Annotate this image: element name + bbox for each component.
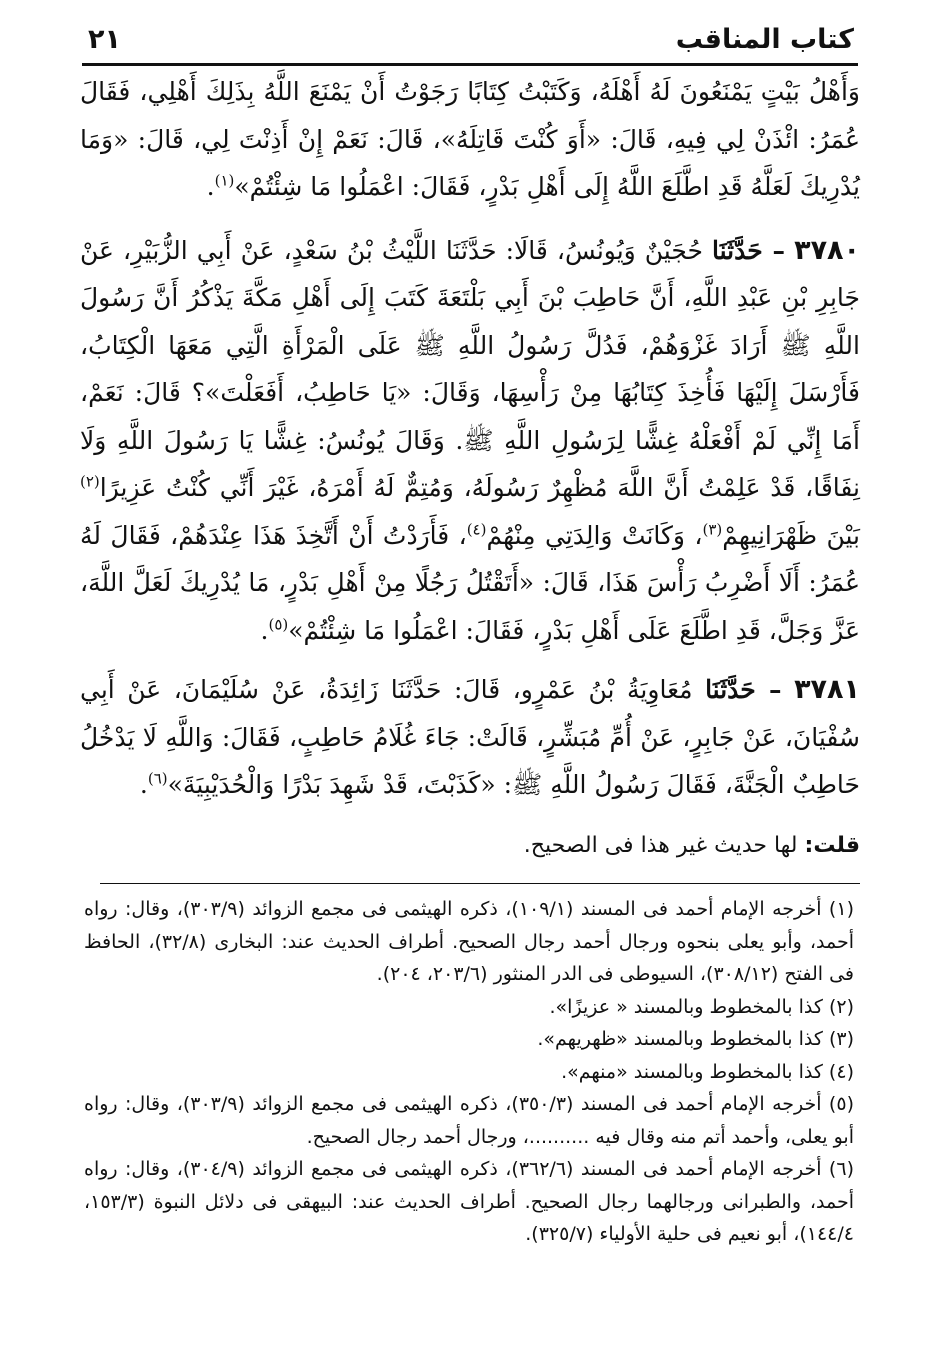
footnote-1: (١) أخرجه الإمام أحمد فى المسند (١٠٩/١)، ذكره الهيثمى فى مجمع الزوائد (٣٠٣/٩)، وقال: رواه أحمد، وأبو يعلى بنحوه ورجال أحمد رجال الصحيح. أطراف الحديث عند: البخارى (٣٢/٨)، الحافظ فى الفتح (٣٠٨/١٢)، السيوطى فى الدر المنثور (٢٠٣/٦، ٢٠٤). [84, 898, 854, 985]
running-title: كتاب المناقب [675, 24, 854, 55]
hadith-3781 [80, 666, 860, 809]
paragraph-end: . [206, 172, 215, 201]
hadith-text: حُجَيْنٌ وَيُونُسُ، قَالَا: حَدَّثَنَا اللَّيْثُ بْنُ سَعْدٍ، عَنْ أَبِي الزُّبَيْرِ، عَنْ جَابِرِ بْنِ عَبْدِ اللَّهِ، أَنَّ حَاطِبَ بْنَ أَبِي بَلْتَعَةَ كَتَبَ إِلَى أَهْلِ مَكَّةَ يَذْكُرُ أَنَّ رَسُولَ اللَّهِ ﷺ أَرَادَ غَزْوَهُمْ، فَدُلَّ رَسُولُ اللَّهِ ﷺ عَلَى الْمَرْأَةِ الَّتِي مَعَهَا الْكِتَابُ، فَأَرْسَلَ إِلَيْهَا فَأُخِذَ كِتَابُهَا مِنْ رَأْسِهَا، وَقَالَ: «يَا حَاطِبُ، أَفَعَلْتَ»؟ قَالَ: نَعَمْ، أَمَا إِنِّي لَمْ أَفْعَلْهُ غِشًّا لِرَسُولِ اللَّهِ ﷺ. وَقَالَ يُونُسُ: غِشًّا يَا رَسُولَ اللَّهِ وَلَا نِفَاقًا، قَدْ عَلِمْتُ أَنَّ اللَّهَ مُظْهِرٌ رَسُولَهُ، وَمُتِمٌّ لَهُ أَمْرَهُ، غَيْرَ أَنِّي كُنْتُ عَزِيرًا [80, 235, 860, 502]
footnote-4: (٤) كذا بالمخطوط وبالمسند «منهم». [561, 1060, 854, 1083]
footnotes [84, 893, 854, 1251]
hadith-text: ، فَأَرَدْتُ أَنْ أَتَّخِذَ هَذَا عِنْدَهُمْ، فَقَالَ لَهُ عُمَرُ: أَلَا أَضْرِبُ رَأْسَ هَذَا، قَالَ: «أَتَقْتُلُ رَجُلًا مِنْ أَهْلِ بَدْرٍ، مَا يُدْرِيكَ لَعَلَّ اللَّهَ، عَزَّ وَجَلَّ، قَدِ اطَّلَعَ عَلَى أَهْلِ بَدْرٍ، فَقَالَ: اعْمَلُوا مَا شِئْتُمْ» [80, 520, 860, 645]
hadith-number: ٣٧٨١ [794, 674, 860, 705]
hadith-text: مُعَاوِيَةُ بْنُ عَمْرٍو، قَالَ: حَدَّثَنَا زَائِدَةُ، عَنْ سُلَيْمَانَ، عَنْ أَبِي سُفْيَانَ، عَنْ جَابِرٍ، عَنْ أُمِّ مُبَشِّرٍ، قَالَتْ: جَاءَ غُلَامُ حَاطِبٍ، فَقَالَ: وَاللَّهِ لَا يَدْخُلُ حَاطِبٌ الْجَنَّةَ، فَقَالَ رَسُولُ اللَّهِ ﷺ: «كَذَبْتَ، قَدْ شَهِدَ بَدْرًا وَالْحُدَيْبِيَةَ» [80, 675, 860, 799]
hadith-opening: – حَدَّثَنَا [705, 675, 782, 704]
note-label: قلت: [804, 832, 860, 858]
footnote-3: (٣) كذا بالمخطوط وبالمسند «ظهريهم». [537, 1028, 854, 1050]
hadith-text: ، وَكَانَتْ وَالِدَتِي مِنْهُمْ [486, 520, 703, 550]
footnote-ref-5: (٥) [268, 615, 289, 634]
page-number: ٢١ [88, 24, 121, 55]
footnote-2: (٢) كذا بالمخطوط وبالمسند « عزيزًا». [549, 995, 854, 1018]
footnote-ref-2: (٢) [80, 472, 100, 491]
note-text: لها حديث غير هذا فى الصحيح. [523, 832, 798, 858]
editor-note [80, 829, 860, 863]
footnote-rule [100, 883, 860, 884]
hadith-3780 [80, 227, 860, 655]
footnote-5: (٥) أخرجه الإمام أحمد فى المسند (٣٥٠/٣)، ذكره الهيثمى فى مجمع الزوائد (٣٠٣/٩)، وقال: رواه أبو يعلى، وأحمد أتم منه وقال فيه ..........، ورجال أحمد رجال الصحيح. [84, 1093, 854, 1148]
footnote-ref-3: (٣) [702, 520, 723, 539]
footnote-ref-6: (٦) [147, 769, 168, 788]
page-header [88, 22, 854, 58]
main-text [80, 68, 860, 863]
hadith-opening: – حَدَّثَنَا [712, 235, 786, 265]
hadith-text: بَيْنَ ظَهْرَانِيهِمْ [722, 520, 860, 550]
hadith-number: ٣٧٨٠ [794, 234, 861, 266]
paragraph-end: . [139, 770, 148, 799]
footnote-6: (٦) أخرجه الإمام أحمد فى المسند (٣٦٢/٦)، ذكره الهيثمى فى مجمع الزوائد (٣٠٤/٩)، وقال: رواه أحمد، والطبرانى ورجالهما رجال الصحيح. أطراف الحديث عند: البيهقى فى دلائل النبوة (١٥٣/٣، ١٤٤/٤)، أبو نعيم فى حلية الأولياء (٣٢٥/٧). [84, 1158, 854, 1245]
footnote-ref-4: (٤) [466, 520, 487, 539]
footnote-ref-1: (١) [214, 171, 235, 190]
hadith-text: وَأَهْلُ بَيْتٍ يَمْنَعُونَ لَهُ أَهْلَهُ، وَكَتَبْتُ كِتَابًا رَجَوْتُ أَنْ يَمْنَعَ اللَّهُ بِذَلِكَ أَهْلِي، فَقَالَ عُمَرُ: ائْذَنْ لِي فِيهِ، قَالَ: «أَوَ كُنْتَ قَاتِلَهُ»، قَالَ: نَعَمْ إِنْ أَذِنْتَ لِي، قَالَ: «وَمَا يُدْرِيكَ لَعَلَّهُ قَدِ اطَّلَعَ اللَّهُ إِلَى أَهْلِ بَدْرٍ، فَقَالَ: اعْمَلُوا مَا شِئْتُمْ» [80, 77, 860, 201]
header-rule [82, 63, 858, 66]
hadith-continuation [80, 68, 860, 211]
paragraph-end: . [260, 615, 269, 645]
